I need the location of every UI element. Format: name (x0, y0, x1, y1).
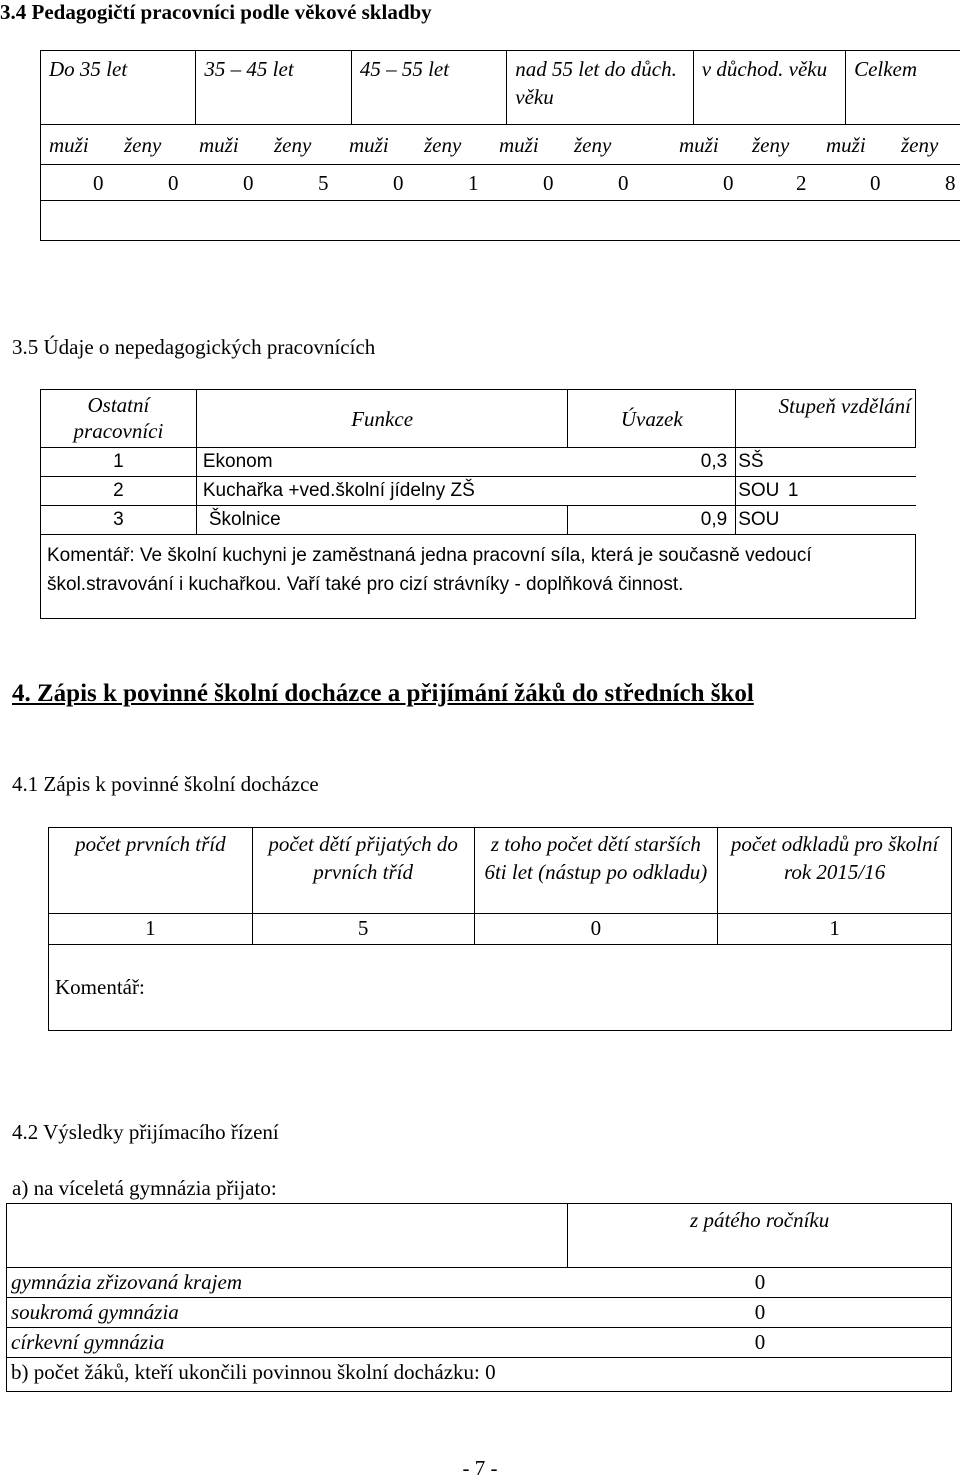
value-older: 0 (474, 914, 718, 945)
gym-row-value: 0 (568, 1268, 952, 1298)
section-3-5-heading: 3.5 Údaje o nepedagogických pracovnících (12, 335, 375, 360)
row-uvazek: 1 (788, 477, 799, 505)
age-group-header: Celkem (846, 51, 960, 125)
row-uvazek: 0,9 (568, 506, 736, 535)
empty-row (41, 201, 960, 241)
gender-label: ženy (274, 131, 349, 159)
section-4-heading: 4. Zápis k povinné školní docházce a přijímání žáků do středních škol (12, 680, 754, 708)
row-funkce: Ekonom (196, 448, 568, 477)
col-header-ostatni: Ostatní pracovníci (41, 390, 197, 448)
col-header-first-classes: počet prvních tříd (49, 828, 253, 914)
row-stupen: SOU (736, 477, 916, 506)
age-group-header: 35 – 45 let (196, 51, 351, 125)
row-funkce: Školnice (196, 506, 568, 535)
count-value: 0 (243, 169, 318, 197)
section-3-4-heading: 3.4 Pedagogičtí pracovníci podle věkové skladby (0, 0, 432, 25)
gender-label: muži (499, 131, 574, 159)
col-header-funkce: Funkce (196, 390, 568, 448)
col-header-fifth-grade: z pátého ročníku (568, 1204, 952, 1268)
count-value: 1 (468, 169, 543, 197)
gender-label: muži (679, 131, 752, 159)
gym-blank-header (7, 1204, 568, 1268)
enrollment-table (48, 827, 952, 1031)
gender-label: muži (826, 131, 901, 159)
gender-row (41, 125, 960, 159)
enrollment-comment: Komentář: (49, 945, 952, 1031)
count-value: 0 (723, 169, 796, 197)
count-value: 5 (318, 169, 393, 197)
value-admitted: 5 (252, 914, 474, 945)
completed-attendance: b) počet žáků, kteří ukončili povinnou školní docházku: 0 (7, 1358, 952, 1392)
col-header-stupen: Stupeň vzdělání (736, 390, 916, 448)
row-stupen: SOU (736, 506, 916, 535)
gender-label: muži (199, 131, 274, 159)
count-value: 0 (618, 169, 723, 197)
gym-row-label: soukromá gymnázia (7, 1298, 568, 1328)
age-group-header: nad 55 let do důch. věku (507, 51, 694, 125)
gender-label: ženy (752, 131, 826, 159)
gender-label: muži (49, 131, 124, 159)
col-header-uvazek: Úvazek (568, 390, 736, 448)
gym-row-value: 0 (568, 1328, 952, 1358)
section-4-2-heading: 4.2 Výsledky přijímacího řízení (12, 1120, 279, 1145)
age-group-header: 45 – 55 let (351, 51, 506, 125)
value-postponements: 1 (718, 914, 952, 945)
page-number: - 7 - (0, 1456, 960, 1481)
row-number: 3 (41, 506, 197, 535)
gymnasium-intro: a) na víceletá gymnázia přijato: (12, 1176, 277, 1201)
gym-row-value: 0 (568, 1298, 952, 1328)
value-first-classes: 1 (49, 914, 253, 945)
count-value: 0 (393, 169, 468, 197)
count-value: 8 (945, 169, 960, 197)
col-header-admitted: počet dětí přijatých do prvních tříd (252, 828, 474, 914)
gender-label: ženy (574, 131, 679, 159)
row-number: 1 (41, 448, 197, 477)
row-uvazek: 0,3 (568, 448, 736, 477)
gender-label: muži (349, 131, 424, 159)
gymnasium-table (6, 1203, 952, 1392)
gender-label: ženy (124, 131, 199, 159)
row-stupen: SŠ (736, 448, 916, 477)
count-value: 0 (543, 169, 618, 197)
gender-label: ženy (901, 131, 951, 159)
count-value: 0 (93, 169, 168, 197)
count-value: 0 (870, 169, 945, 197)
age-group-header: Do 35 let (41, 51, 196, 125)
count-value: 0 (168, 169, 243, 197)
row-number: 2 (41, 477, 197, 506)
staff-comment: Komentář: Ve školní kuchyni je zaměstnaná jedna pracovní síla, která je současně vedoucí škol.stravování i kuchařkou. Vaří také pro cizí strávníky - doplňková činnost. (41, 535, 916, 619)
value-row (41, 165, 960, 197)
gender-label: ženy (424, 131, 499, 159)
non-pedagogical-staff-table (40, 389, 916, 619)
section-4-1-heading: 4.1 Zápis k povinné školní docházce (12, 772, 319, 797)
col-header-older: z toho počet dětí starších 6ti let (nástup po odkladu) (474, 828, 718, 914)
col-header-postponements: počet odkladů pro školní rok 2015/16 (718, 828, 952, 914)
age-structure-table (40, 50, 960, 241)
gym-row-label: gymnázia zřizovaná krajem (7, 1268, 568, 1298)
gym-row-label: církevní gymnázia (7, 1328, 568, 1358)
row-funkce: Kuchařka +ved.školní jídelny ZŠ 1 (196, 477, 735, 506)
age-group-header: v důchod. věku (693, 51, 845, 125)
count-value: 2 (796, 169, 870, 197)
